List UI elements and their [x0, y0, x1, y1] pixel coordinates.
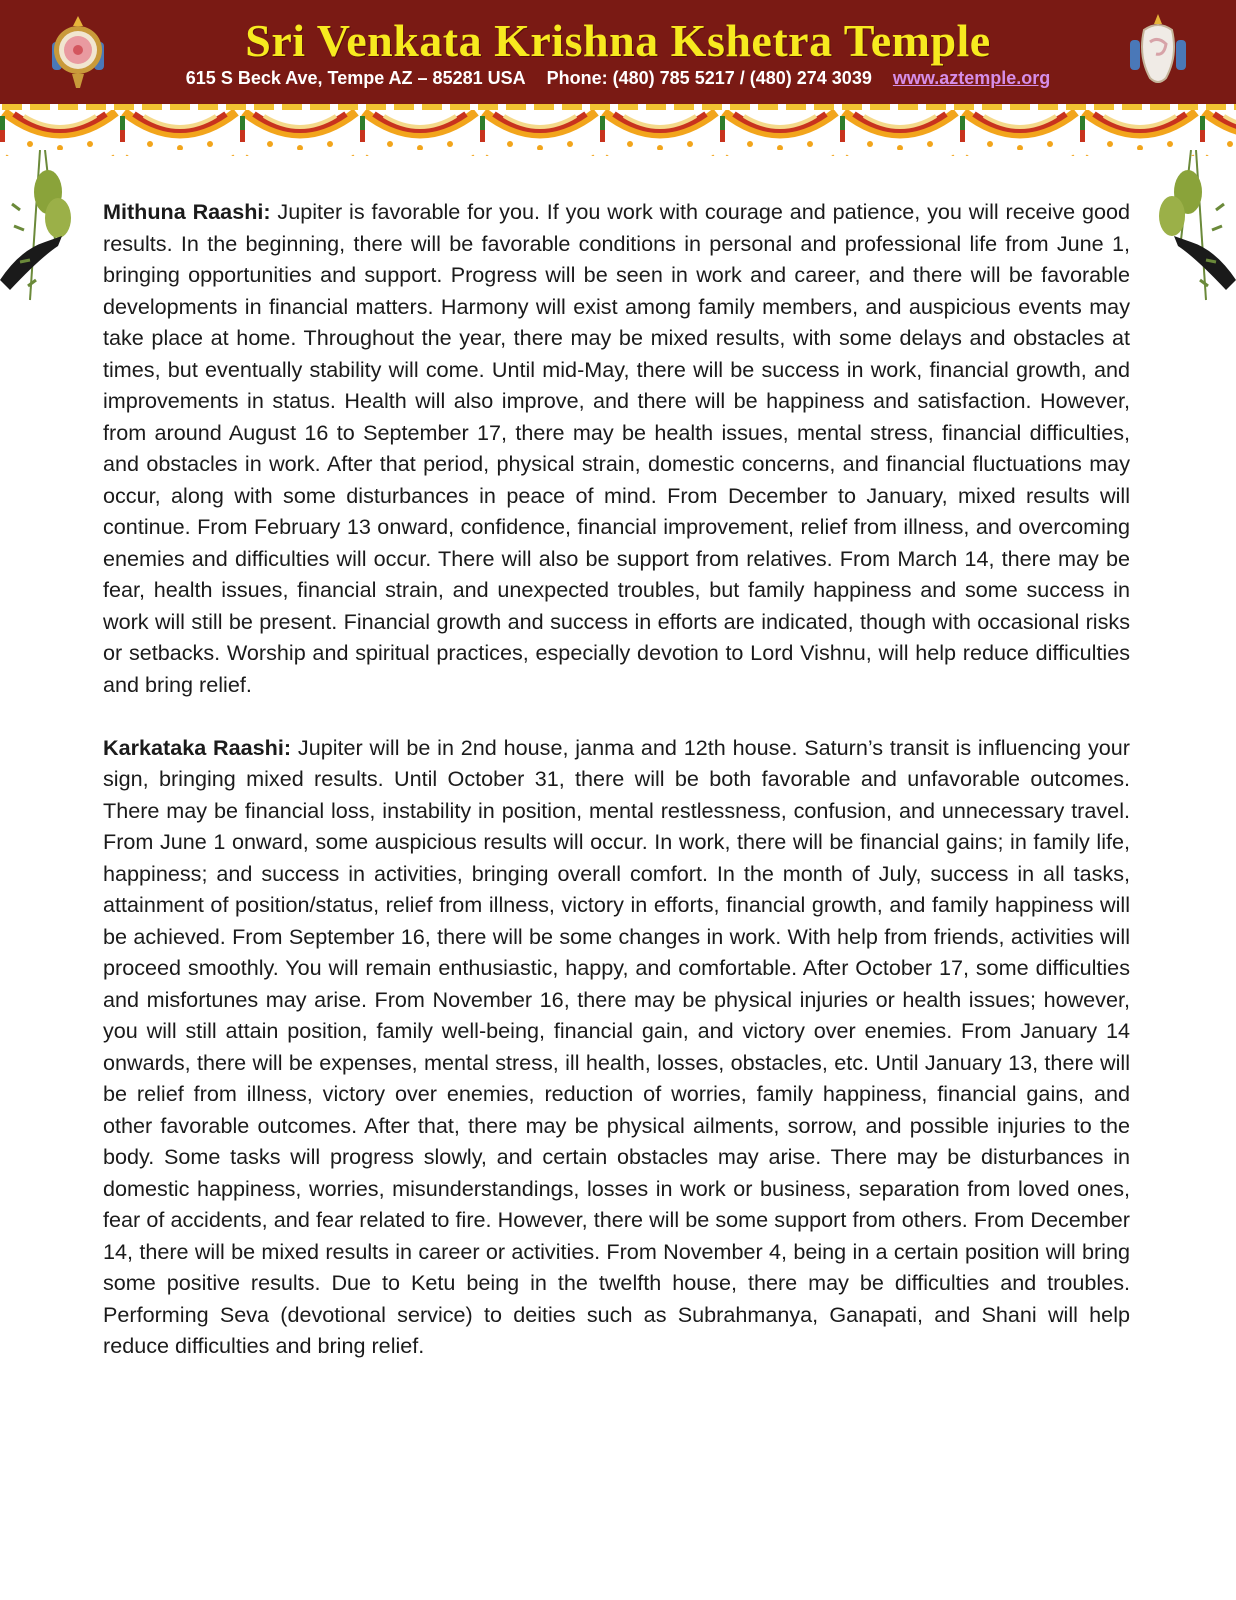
marigold-garland-decoration: [0, 104, 1236, 156]
address: 615 S Beck Ave, Tempe AZ – 85281 USA: [185, 68, 526, 88]
phone-numbers: Phone: (480) 785 5217 / (480) 274 3039: [546, 68, 872, 88]
raashi-text: Jupiter is favorable for you. If you work with courage and patience, you will receive good results. In the beginning, there will be favorable conditions in personal and professional life from June 1, bringing opportunities and support. Progress will be seen in work and career, and there will be favorable developments in financial matters. Harmony will exist among family members, and auspicious events may take place at home. Throughout the year, there may be mixed results, with some delays and obstacles at times, but eventually stability will come. Until mid-May, there will be success in work, financial growth, and improvements in status. Health will also improve, and there will be happiness and satisfaction. However, from around August 16 to September 17, there may be health issues, mental stress, financial difficulties, and obstacles in work. After that period, physical strain, domestic concerns, and financial fluctuations may occur, along with some disturbances in peace of mind. From December to January, mixed results will continue. From February 13 onward, confidence, financial improvement, relief from illness, and overcoming enemies and difficulties will occur. There will also be support from relatives. From March 14, there may be fear, health issues, financial strain, and unexpected troubles, but family happiness and some success in work will still be present. Financial growth and success in efforts are indicated, though with occasional risks or setbacks. Worship and spiritual practices, especially devotion to Lord Vishnu, will help reduce difficulties and bring relief.: [103, 199, 1130, 697]
shankha-conch-icon: [1118, 12, 1198, 92]
karkataka-raashi-paragraph: [103, 732, 1130, 1362]
mango-leaves-bird-icon: [1136, 150, 1236, 310]
temple-header: [0, 0, 1236, 104]
website-link[interactable]: www.aztemple.org: [892, 68, 1051, 88]
raashi-label: Mithuna Raashi:: [103, 199, 271, 224]
contact-line: [0, 68, 1236, 89]
temple-title: Sri Venkata Krishna Kshetra Temple: [245, 15, 991, 66]
raashi-text: Jupiter will be in 2nd house, janma and 12th house. Saturn’s transit is influencing your sign, bringing mixed results. Until October 31, there will be both favorable and unfavorable outcomes. There may be financial loss, instability in position, mental restlessness, confusion, and unnecessary travel. From June 1 onward, some auspicious results will occur. In work, there will be financial gains; in family life, happiness; and success in activities, bringing overall comfort. In the month of July, success in all tasks, attainment of position/status, relief from illness, victory in efforts, financial growth, and family happiness will be achieved. From September 16, there will be some changes in work. With help from friends, activities will proceed smoothly. You will remain enthusiastic, happy, and comfortable. After October 17, some difficulties and misfortunes may arise. From November 16, there may be physical injuries or health issues; however, you will still attain position, family well-being, financial gain, and victory over enemies. From January 14 onwards, there will be expenses, mental stress, ill health, losses, obstacles, etc. Until January 13, there will be relief from illness, victory over enemies, reduction of worries, family happiness, financial gains, and other favorable outcomes. After that, there may be physical ailments, sorrow, and possible injuries to the body. Some tasks will progress slowly, and certain obstacles may arise. There may be disturbances in domestic happiness, worries, misunderstandings, losses in work or business, separation from loved ones, fear of accidents, and fear related to fire. However, there will be some support from others. From December 14, there will be mixed results in career or activities. From November 4, being in a certain position will bring some positive results. Due to Ketu being in the twelfth house, there may be difficulties and troubles. Performing Seva (devotional service) to deities such as Subrahmanya, Ganapati, and Shani will help reduce difficulties and bring relief.: [103, 734, 1130, 1358]
raashi-label: Karkataka Raashi:: [103, 734, 292, 760]
horoscope-content: [103, 196, 1130, 1393]
mithuna-raashi-paragraph: [103, 196, 1130, 700]
mango-leaves-bird-icon: [0, 150, 100, 310]
